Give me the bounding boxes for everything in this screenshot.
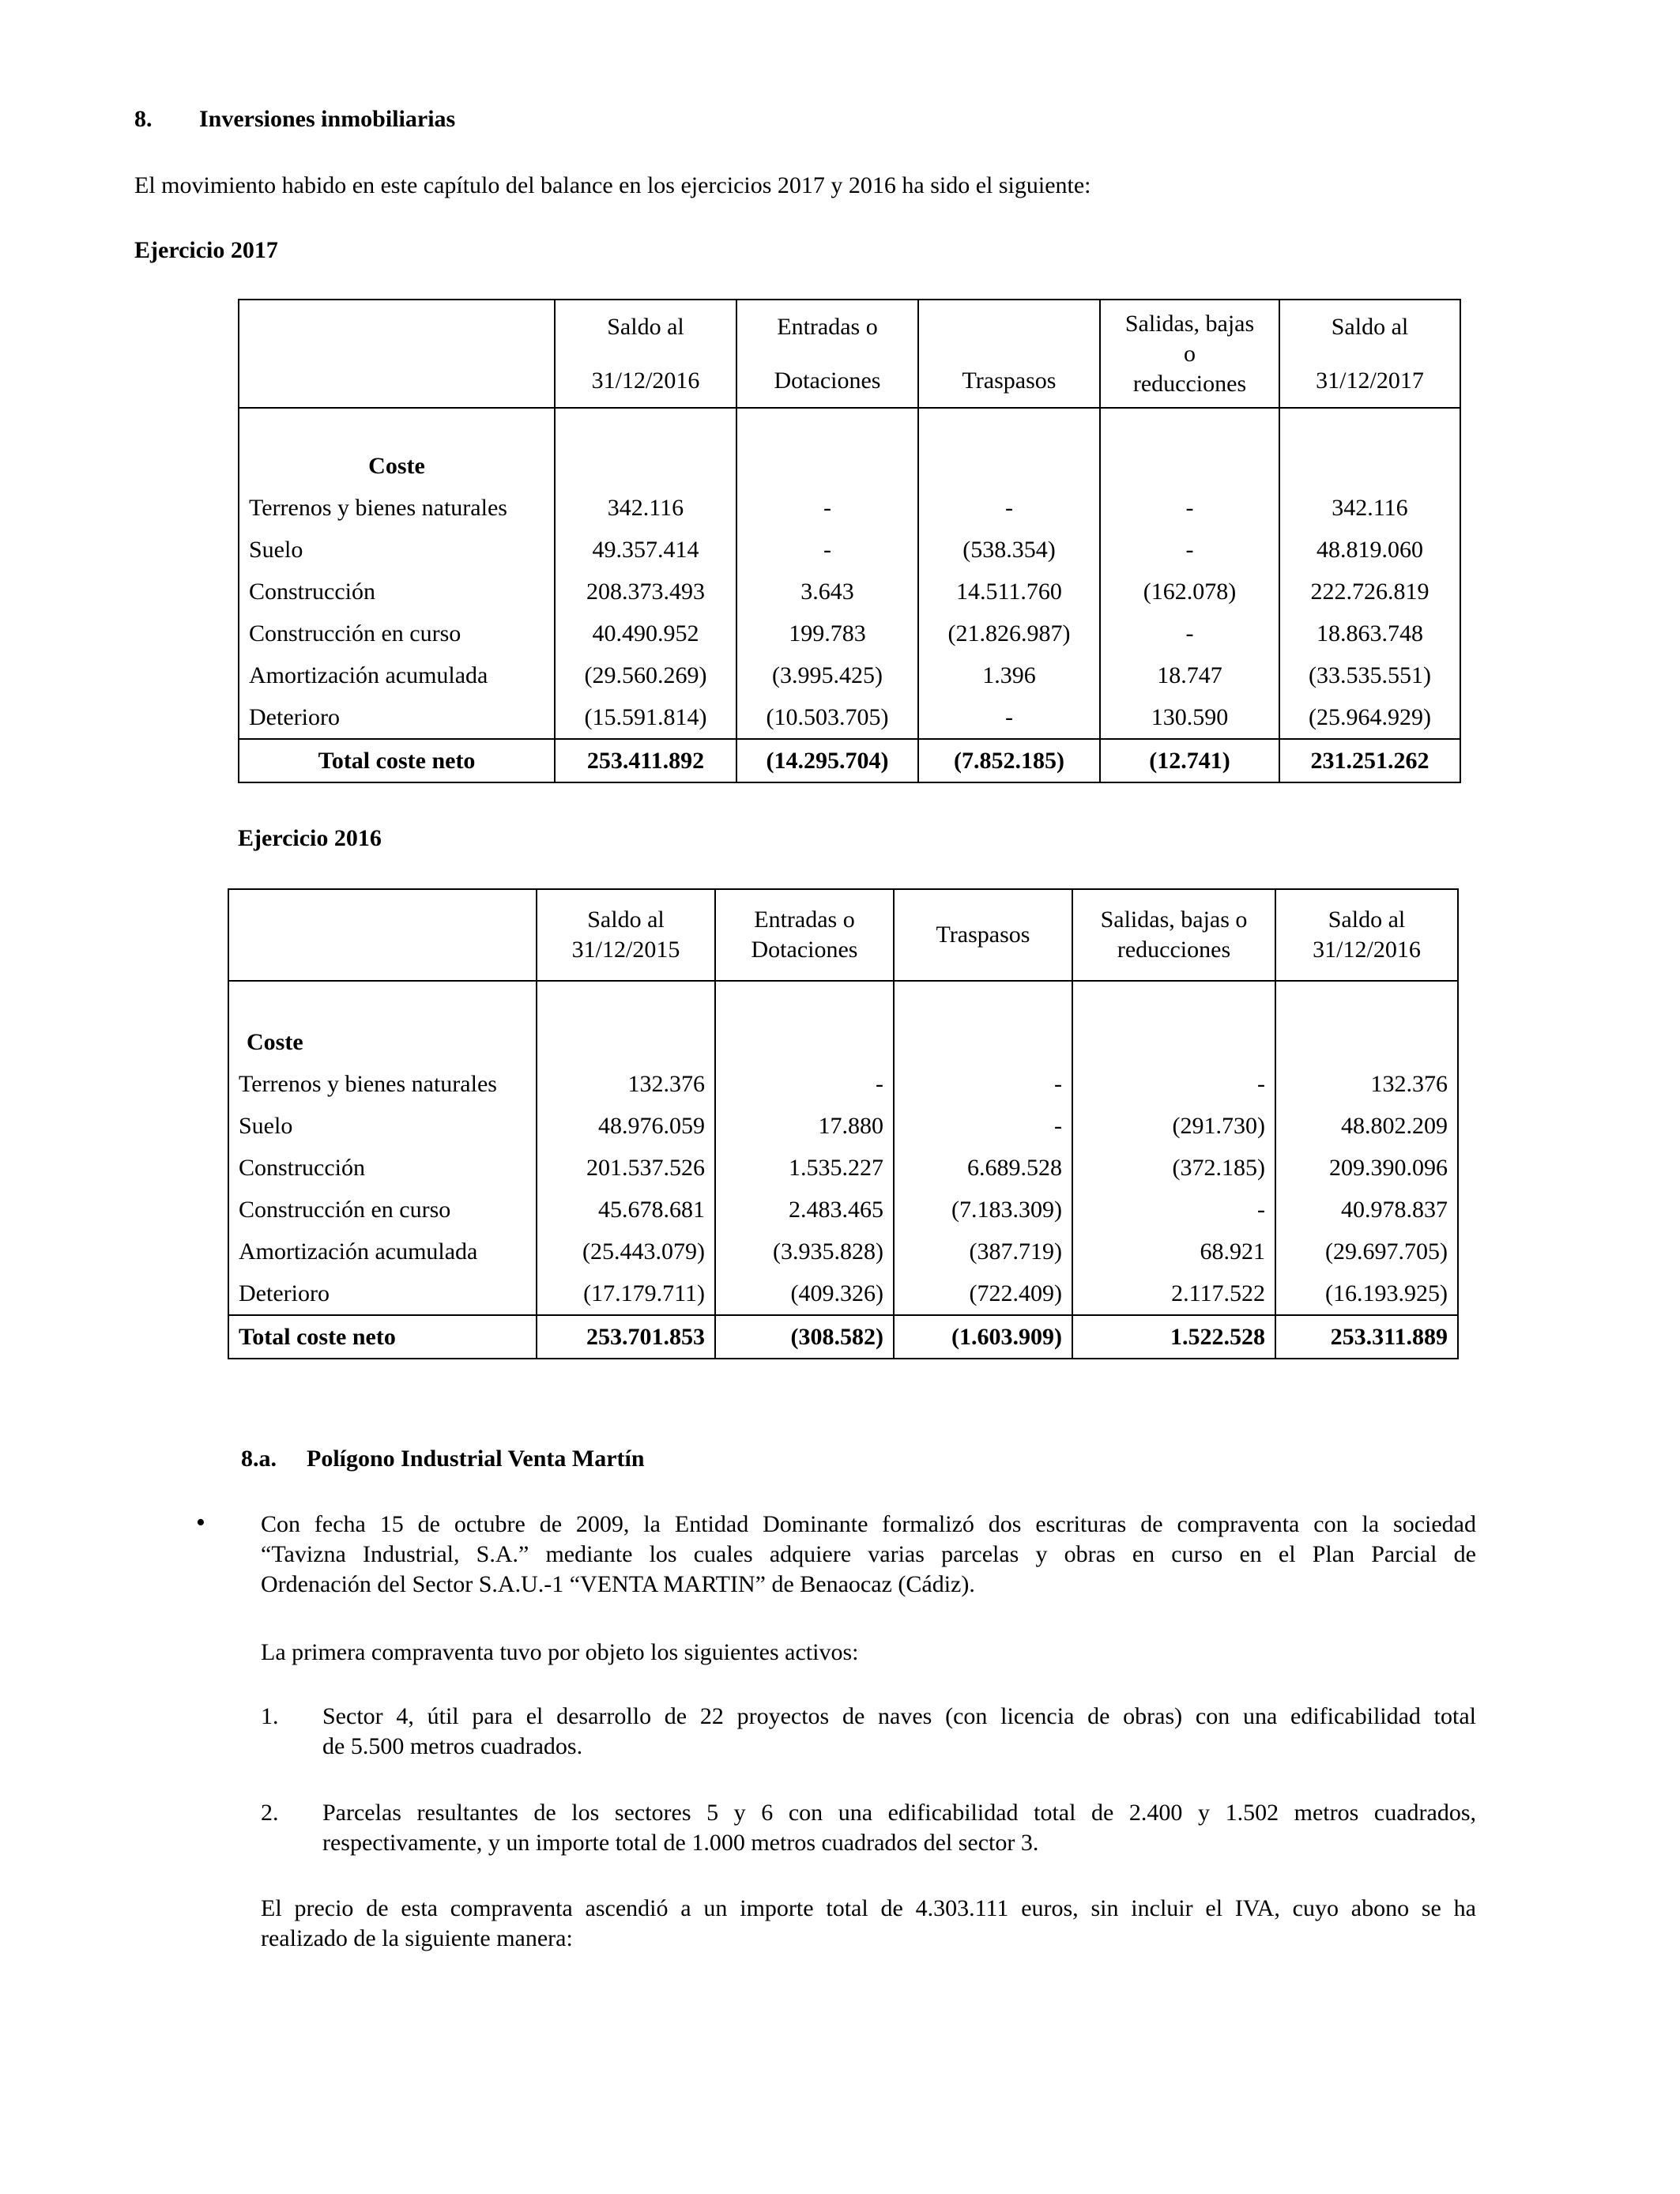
cell: 209.390.096 xyxy=(1275,1147,1458,1189)
cell: 48.819.060 xyxy=(1279,529,1460,571)
cell: 14.511.760 xyxy=(918,571,1100,613)
header-col-1: Saldo al 31/12/2015 xyxy=(537,889,715,981)
cell: (3.935.828) xyxy=(715,1231,894,1272)
table-row xyxy=(228,1147,1458,1189)
cell: (33.535.551) xyxy=(1279,654,1460,696)
cell: - xyxy=(736,487,918,529)
cell: 18.863.748 xyxy=(1279,613,1460,654)
header-col-1: Saldo al 31/12/2016 xyxy=(555,300,736,408)
row-label: Terrenos y bienes naturales xyxy=(239,487,555,529)
cell: 49.357.414 xyxy=(555,529,736,571)
cell: - xyxy=(736,529,918,571)
first-purchase-paragraph: La primera compraventa tuvo por objeto los siguientes activos: xyxy=(261,1639,859,1665)
cell: 132.376 xyxy=(537,1063,715,1105)
cell: 231.251.262 xyxy=(1279,739,1460,782)
cell: 40.490.952 xyxy=(555,613,736,654)
cell: 3.643 xyxy=(736,571,918,613)
list-item xyxy=(322,1798,1476,1858)
header-col-5: Saldo al 31/12/2016 xyxy=(1275,889,1458,981)
bullet-paragraph xyxy=(261,1510,1476,1600)
text-line: El precio de esta compraventa ascendió a un importe total de 4.303.111 euros, sin incluir el IVA, cuyo abono se ha xyxy=(261,1895,1476,1921)
cell: (409.326) xyxy=(715,1272,894,1315)
intro-paragraph: El movimiento habido en este capítulo del balance en los ejercicios 2017 y 2016 ha sido el siguiente: xyxy=(134,172,1091,198)
cell: 68.921 xyxy=(1072,1231,1275,1272)
text-line: respectivamente, y un importe total de 1.000 metros cuadrados del sector 3. xyxy=(322,1830,1039,1856)
table-row xyxy=(239,487,1460,529)
cell: (7.852.185) xyxy=(918,739,1100,782)
list-number: 2. xyxy=(261,1800,279,1826)
cell: 130.590 xyxy=(1100,696,1279,739)
cell: 6.689.528 xyxy=(894,1147,1072,1189)
cell: 201.537.526 xyxy=(537,1147,715,1189)
cell: (291.730) xyxy=(1072,1105,1275,1147)
cell: (7.183.309) xyxy=(894,1189,1072,1231)
text-line: de 5.500 metros cuadrados. xyxy=(322,1733,583,1759)
cell: - xyxy=(1100,487,1279,529)
cell: - xyxy=(918,696,1100,739)
row-label: Deterioro xyxy=(239,696,555,739)
cell: (162.078) xyxy=(1100,571,1279,613)
cell: 48.976.059 xyxy=(537,1105,715,1147)
row-label: Construcción en curso xyxy=(239,613,555,654)
table-2016-title: Ejercicio 2016 xyxy=(238,825,382,851)
row-label: Suelo xyxy=(239,529,555,571)
table-row xyxy=(228,1105,1458,1147)
cell: 222.726.819 xyxy=(1279,571,1460,613)
table-2017 xyxy=(238,299,1461,783)
cell: (12.741) xyxy=(1100,739,1279,782)
row-label: Construcción xyxy=(239,571,555,613)
cell: 1.522.528 xyxy=(1072,1315,1275,1359)
header-empty-cell xyxy=(239,300,555,408)
total-label: Total coste neto xyxy=(239,739,555,782)
subsection-title: Polígono Industrial Venta Martín xyxy=(307,1446,645,1472)
cell: 18.747 xyxy=(1100,654,1279,696)
cell: (25.443.079) xyxy=(537,1231,715,1272)
header-col-5: Saldo al 31/12/2017 xyxy=(1279,300,1460,408)
table-row xyxy=(239,654,1460,696)
table-2016-header xyxy=(228,889,1458,981)
table-2017-title: Ejercicio 2017 xyxy=(134,237,278,263)
total-row xyxy=(239,739,1460,782)
cell: (15.591.814) xyxy=(555,696,736,739)
table-row xyxy=(239,613,1460,654)
header-col-2: Entradas o Dotaciones xyxy=(736,300,918,408)
cell: 2.483.465 xyxy=(715,1189,894,1231)
row-label: Amortización acumulada xyxy=(228,1231,537,1272)
cell: - xyxy=(918,487,1100,529)
cell: 132.376 xyxy=(1275,1063,1458,1105)
cell: (17.179.711) xyxy=(537,1272,715,1315)
cell: 48.802.209 xyxy=(1275,1105,1458,1147)
group-label: Coste xyxy=(228,1021,537,1063)
cell: (25.964.929) xyxy=(1279,696,1460,739)
text-line: Con fecha 15 de octubre de 2009, la Entidad Dominante formalizó dos escrituras de compraventa con la sociedad xyxy=(261,1511,1476,1537)
list-item xyxy=(322,1702,1476,1762)
table-row xyxy=(228,1189,1458,1231)
group-label-row xyxy=(239,445,1460,487)
table-row xyxy=(228,1231,1458,1272)
cell: (372.185) xyxy=(1072,1147,1275,1189)
cell: (308.582) xyxy=(715,1315,894,1359)
section-number: 8. xyxy=(134,106,153,132)
list-number: 1. xyxy=(261,1703,279,1729)
table-row xyxy=(228,1272,1458,1315)
cell: 199.783 xyxy=(736,613,918,654)
total-label: Total coste neto xyxy=(228,1315,537,1359)
row-label: Construcción en curso xyxy=(228,1189,537,1231)
cell: 1.396 xyxy=(918,654,1100,696)
cell: (3.995.425) xyxy=(736,654,918,696)
cell: (722.409) xyxy=(894,1272,1072,1315)
cell: - xyxy=(894,1063,1072,1105)
table-row xyxy=(239,571,1460,613)
cell: (29.560.269) xyxy=(555,654,736,696)
text-line: “Tavizna Industrial, S.A.” mediante los cuales adquiere varias parcelas y obras en curso en el Plan Parcial de xyxy=(261,1541,1476,1567)
cell: (29.697.705) xyxy=(1275,1231,1458,1272)
cell: (538.354) xyxy=(918,529,1100,571)
header-col-3: Traspasos xyxy=(894,889,1072,981)
group-label: Coste xyxy=(239,445,555,487)
cell: 253.411.892 xyxy=(555,739,736,782)
row-label: Deterioro xyxy=(228,1272,537,1315)
header-empty-cell xyxy=(228,889,537,981)
cell: 45.678.681 xyxy=(537,1189,715,1231)
bullet-icon: • xyxy=(196,1508,205,1537)
row-label: Terrenos y bienes naturales xyxy=(228,1063,537,1105)
row-label: Suelo xyxy=(228,1105,537,1147)
price-paragraph xyxy=(261,1894,1476,1954)
cell: 208.373.493 xyxy=(555,571,736,613)
table-2017-header xyxy=(239,300,1460,408)
cell: (16.193.925) xyxy=(1275,1272,1458,1315)
total-row xyxy=(228,1315,1458,1359)
group-label-row xyxy=(228,1021,1458,1063)
table-2016 xyxy=(228,888,1459,1359)
cell: 17.880 xyxy=(715,1105,894,1147)
table-row xyxy=(239,529,1460,571)
cell: (1.603.909) xyxy=(894,1315,1072,1359)
table-row xyxy=(228,1063,1458,1105)
cell: 342.116 xyxy=(555,487,736,529)
subsection-heading xyxy=(241,1444,645,1474)
cell: 253.311.889 xyxy=(1275,1315,1458,1359)
text-line: Parcelas resultantes de los sectores 5 y 6 con una edificabilidad total de 2.400 y 1.502 metros cuadrados, xyxy=(322,1800,1476,1826)
text-line: Sector 4, útil para el desarrollo de 22 proyectos de naves (con licencia de obras) con una edificabilidad total xyxy=(322,1703,1476,1729)
cell: 253.701.853 xyxy=(537,1315,715,1359)
cell: (10.503.705) xyxy=(736,696,918,739)
cell: - xyxy=(1100,529,1279,571)
cell: 2.117.522 xyxy=(1072,1272,1275,1315)
section-heading xyxy=(134,104,456,134)
subsection-number: 8.a. xyxy=(241,1446,277,1472)
row-label: Amortización acumulada xyxy=(239,654,555,696)
cell: - xyxy=(715,1063,894,1105)
cell: - xyxy=(1072,1189,1275,1231)
header-col-4: Salidas, bajas o reducciones xyxy=(1100,300,1279,408)
text-line: Ordenación del Sector S.A.U.-1 “VENTA MARTIN” de Benaocaz (Cádiz). xyxy=(261,1571,975,1597)
header-col-4: Salidas, bajas o reducciones xyxy=(1072,889,1275,981)
header-col-3: Traspasos xyxy=(918,300,1100,408)
cell: 342.116 xyxy=(1279,487,1460,529)
cell: (387.719) xyxy=(894,1231,1072,1272)
header-col-2: Entradas o Dotaciones xyxy=(715,889,894,981)
section-title: Inversiones inmobiliarias xyxy=(199,106,456,132)
cell: - xyxy=(1100,613,1279,654)
cell: - xyxy=(1072,1063,1275,1105)
cell: (14.295.704) xyxy=(736,739,918,782)
cell: 40.978.837 xyxy=(1275,1189,1458,1231)
row-label: Construcción xyxy=(228,1147,537,1189)
text-line: realizado de la siguiente manera: xyxy=(261,1925,573,1951)
cell: - xyxy=(894,1105,1072,1147)
cell: (21.826.987) xyxy=(918,613,1100,654)
table-row xyxy=(239,696,1460,739)
cell: 1.535.227 xyxy=(715,1147,894,1189)
